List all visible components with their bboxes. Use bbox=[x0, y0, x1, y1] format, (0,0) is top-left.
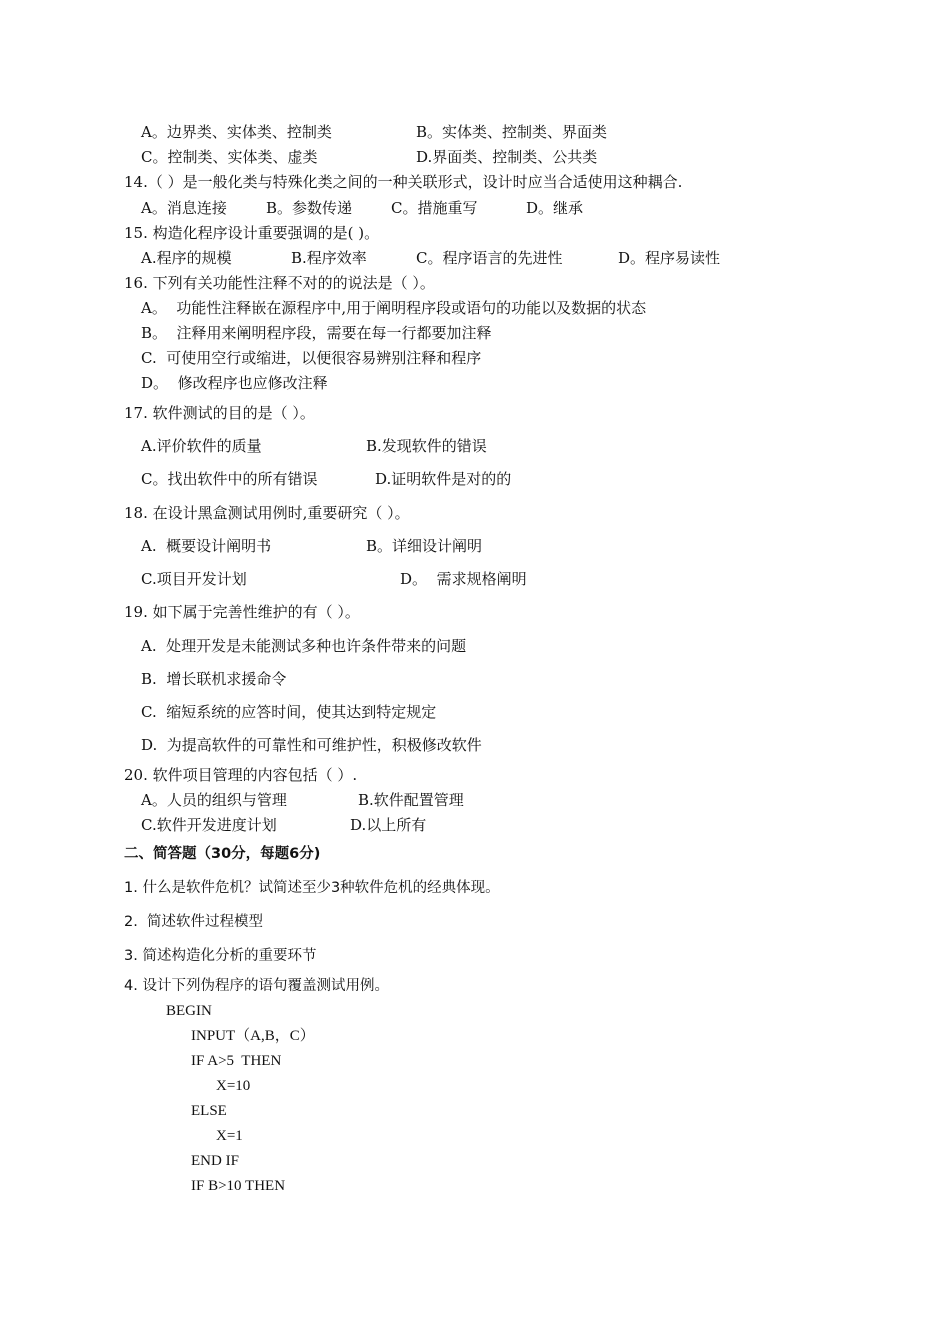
q16-option-c: C. 可使用空行或缩进，以便很容易辨别注释和程序 bbox=[141, 349, 482, 367]
q15-option-c: C。程序语言的先进性 bbox=[416, 249, 563, 267]
short-answer-q3: 3. 简述构造化分析的重要环节 bbox=[124, 948, 317, 964]
code-line: INPUT（A,B，C） bbox=[191, 1028, 315, 1044]
q13-option-c: C。控制类、实体类、虚类 bbox=[141, 148, 318, 166]
q18-option-b: B。详细设计阐明 bbox=[366, 537, 483, 555]
code-line: IF B>10 THEN bbox=[191, 1178, 286, 1194]
q18-option-c: C.项目开发计划 bbox=[141, 570, 247, 588]
q13-option-a: A。边界类、实体类、控制类 bbox=[141, 123, 332, 141]
short-answer-q2: 2. 简述软件过程模型 bbox=[124, 914, 264, 930]
q15-option-a: A.程序的规模 bbox=[141, 249, 232, 267]
q20-option-b: B.软件配置管理 bbox=[358, 791, 464, 809]
q14-option-d: D。继承 bbox=[526, 199, 584, 217]
q13-option-d: D.界面类、控制类、公共类 bbox=[416, 148, 598, 166]
q18-option-d: D。 需求规格阐明 bbox=[400, 570, 527, 588]
q20-option-a: A。人员的组织与管理 bbox=[141, 791, 287, 809]
q18-option-a: A. 概要设计阐明书 bbox=[141, 537, 272, 555]
q14-option-c: C。措施重写 bbox=[391, 199, 478, 217]
code-line: X=1 bbox=[216, 1128, 243, 1144]
code-line: BEGIN bbox=[166, 1003, 212, 1019]
q20-option-d: D.以上所有 bbox=[350, 816, 427, 834]
q14-option-b: B。参数传递 bbox=[266, 199, 353, 217]
q16-option-b: B。 注释用来阐明程序段，需要在每一行都要加注释 bbox=[141, 324, 492, 342]
q20-stem: 20. 软件项目管理的内容包括（ ）. bbox=[124, 766, 358, 784]
q15-option-d: D。程序易读性 bbox=[618, 249, 721, 267]
q19-option-c: C. 缩短系统的应答时间，使其达到特定规定 bbox=[141, 703, 437, 721]
q13-option-b: B。实体类、控制类、界面类 bbox=[416, 123, 608, 141]
q16-stem: 16. 下列有关功能性注释不对的的说法是（ ）。 bbox=[124, 274, 435, 292]
code-line: X=10 bbox=[216, 1078, 251, 1094]
q15-stem: 15. 构造化程序设计重要强调的是( )。 bbox=[124, 224, 380, 242]
q16-option-d: D。 修改程序也应修改注释 bbox=[141, 374, 328, 392]
q16-option-a: A。 功能性注释嵌在源程序中,用于阐明程序段或语句的功能以及数据的状态 bbox=[141, 299, 647, 317]
code-line: IF A>5 THEN bbox=[191, 1053, 282, 1069]
short-answer-q4: 4. 设计下列伪程序的语句覆盖测试用例。 bbox=[124, 978, 389, 994]
q19-option-b: B. 增长联机求援命令 bbox=[141, 670, 287, 688]
q14-option-a: A。消息连接 bbox=[141, 199, 227, 217]
section-title: 二、简答题（30分，每题6分) bbox=[124, 846, 321, 862]
code-line: ELSE bbox=[191, 1103, 227, 1119]
short-answer-q1: 1. 什么是软件危机？试简述至少3种软件危机的经典体现。 bbox=[124, 880, 500, 896]
q17-option-d: D.证明软件是对的的 bbox=[375, 470, 512, 488]
q15-option-b: B.程序效率 bbox=[291, 249, 367, 267]
q19-stem: 19. 如下属于完善性维护的有（ ）。 bbox=[124, 603, 360, 621]
q20-option-c: C.软件开发进度计划 bbox=[141, 816, 277, 834]
q17-stem: 17. 软件测试的目的是（ ）。 bbox=[124, 404, 315, 422]
q17-option-a: A.评价软件的质量 bbox=[141, 437, 262, 455]
q14-stem: 14.（ ）是一般化类与特殊化类之间的一种关联形式，设计时应当合适使用这种耦合. bbox=[124, 173, 683, 191]
q17-option-b: B.发现软件的错误 bbox=[366, 437, 487, 455]
q18-stem: 18. 在设计黑盒测试用例时,重要研究（ ）。 bbox=[124, 504, 410, 522]
q19-option-d: D. 为提高软件的可靠性和可维护性，积极修改软件 bbox=[141, 736, 482, 754]
q19-option-a: A. 处理开发是未能测试多种也许条件带来的问题 bbox=[141, 637, 467, 655]
q17-option-c: C。找出软件中的所有错误 bbox=[141, 470, 318, 488]
code-line: END IF bbox=[191, 1153, 239, 1169]
